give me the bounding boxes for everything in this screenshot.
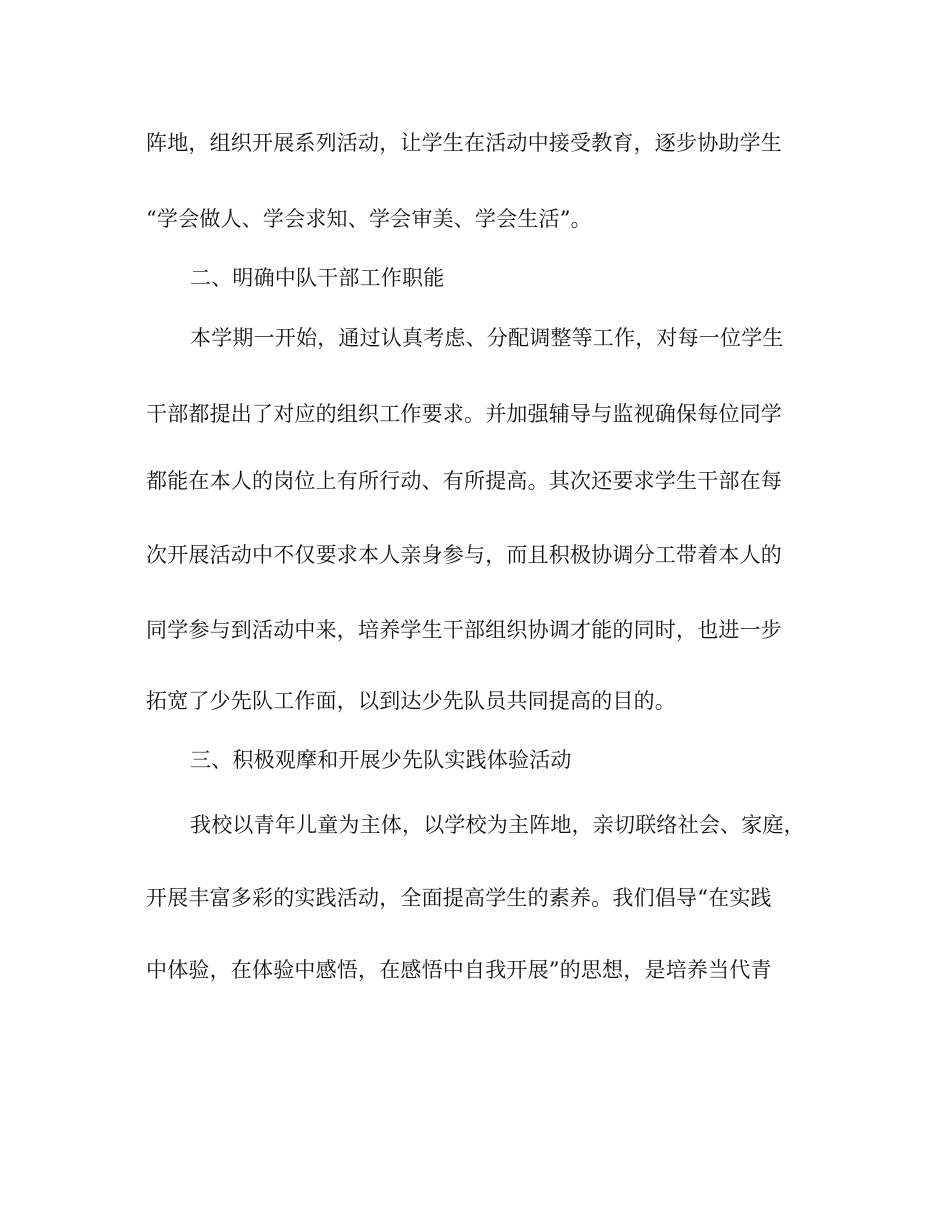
body-text-line: 拓宽了少先队工作面，以到达少先队员共同提高的目的。: [146, 689, 676, 713]
paragraph-first-line: 本学期一开始，通过认真考虑、分配调整等工作，对每一位学生: [190, 326, 784, 350]
body-text-line: 同学参与到活动中来，培养学生干部组织协调才能的同时，也进一步: [146, 618, 782, 642]
section-heading: 二、明确中队干部工作职能: [190, 266, 445, 290]
body-text-line: 干部都提出了对应的组织工作要求。并加强辅导与监视确保每位同学: [146, 402, 782, 426]
paragraph-first-line: 我校以青年儿童为主体，以学校为主阵地，亲切联络社会、家庭，: [190, 813, 805, 837]
section-heading: 三、积极观摩和开展少先队实践体验活动: [190, 748, 572, 772]
body-text-line: 开展丰富多彩的实践活动，全面提高学生的素养。我们倡导“在实践: [146, 886, 772, 910]
body-text-line: 次开展活动中不仅要求本人亲身参与，而且积极协调分工带着本人的: [146, 543, 782, 567]
body-text-line: 阵地，组织开展系列活动，让学生在活动中接受教育，逐步协助学生: [146, 131, 782, 155]
body-text-line: “学会做人、学会求知、学会审美、学会生活”。: [146, 207, 592, 231]
body-text-line: 都能在本人的岗位上有所行动、有所提高。其次还要求学生干部在每: [146, 469, 782, 493]
body-text-line: 中体验，在体验中感悟，在感悟中自我开展”的思想，是培养当代青: [146, 958, 772, 982]
